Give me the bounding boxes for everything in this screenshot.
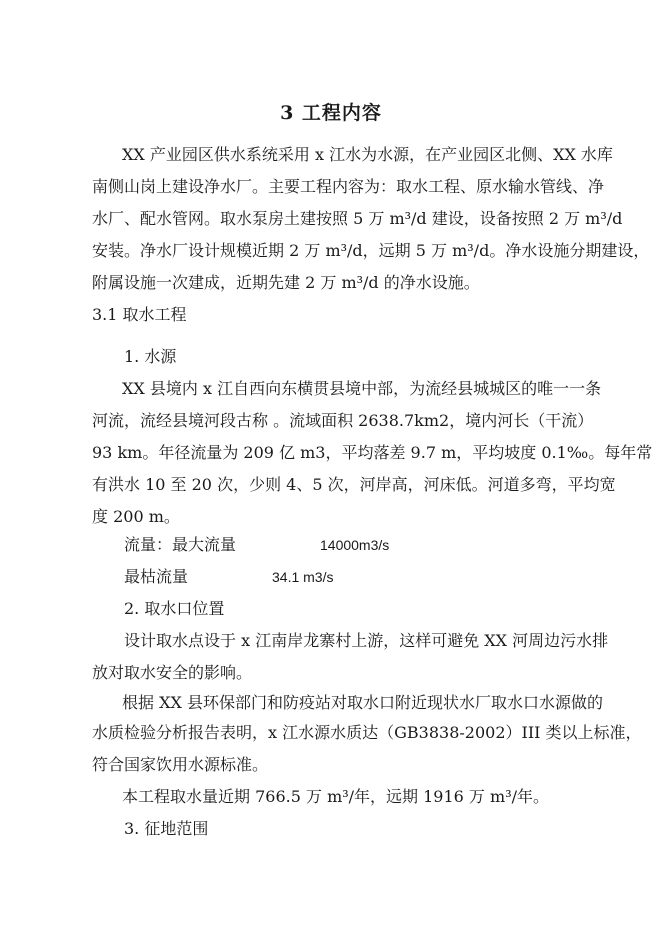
intro-line-5: 附属设施一次建成，近期先建 2 万 m³/d 的净水设施。: [92, 273, 480, 292]
min-flow-label: 最枯流量: [124, 567, 189, 586]
intake-line-1: 设计取水点设于 x 江南岸龙寨村上游，这样可避免 XX 河周边污水排: [124, 631, 609, 650]
source-line-3: 93 km。年径流量为 209 亿 m3，平均落差 9.7 m，平均坡度 0.1‰。每年常: [92, 443, 653, 462]
volume-line: 本工程取水量近期 766.5 万 m³/年，远期 1916 万 m³/年。: [122, 787, 549, 806]
intake-line-2: 放对取水安全的影响。: [92, 663, 253, 682]
intro-line-2: 南侧山岗上建设净水厂。主要工程内容为：取水工程、原水输水管线、净: [92, 177, 605, 196]
intro-line-3: 水厂、配水管网。取水泵房土建按照 5 万 m³/d 建设，设备按照 2 万 m³/d: [92, 209, 623, 228]
max-flow-value: 14000m3/s: [320, 537, 390, 553]
max-flow-label: 流量：最大流量: [124, 535, 237, 554]
intro-line-1: XX 产业园区供水系统采用 x 江水为水源，在产业园区北侧、XX 水库: [122, 145, 613, 164]
item-heading-intake-location: 2. 取水口位置: [124, 599, 225, 618]
quality-line-1: 根据 XX 县环保部门和防疫站对取水口附近现状水厂取水口水源做的: [122, 693, 603, 712]
intro-line-4: 安装。净水厂设计规模近期 2 万 m³/d，远期 5 万 m³/d。净水设施分期建设，: [92, 241, 650, 260]
quality-line-2: 水质检验分析报告表明，x 江水源水质达（GB3838-2002）III 类以上标准，: [92, 723, 642, 742]
item-heading-water-source: 1. 水源: [124, 347, 177, 366]
source-line-4: 有洪水 10 至 20 次，少则 4、5 次，河岸高，河床低。河道多弯，平均宽: [92, 475, 616, 494]
source-line-1: XX 县境内 x 江自西向东横贯县境中部，为流经县城城区的唯一一条: [122, 379, 602, 398]
quality-line-3: 符合国家饮用水源标准。: [92, 755, 269, 774]
subsection-heading-3-1: 3.1 取水工程: [92, 305, 187, 324]
min-flow-value: 34.1 m3/s: [272, 569, 334, 585]
source-line-2: 河流，流经县境河段古称 。流域面积 2638.7km2，境内河长（干流）: [92, 411, 594, 430]
section-title: 3 工程内容: [280, 102, 382, 124]
source-line-5: 度 200 m。: [92, 507, 180, 526]
item-heading-land-acquisition: 3. 征地范围: [124, 819, 209, 838]
